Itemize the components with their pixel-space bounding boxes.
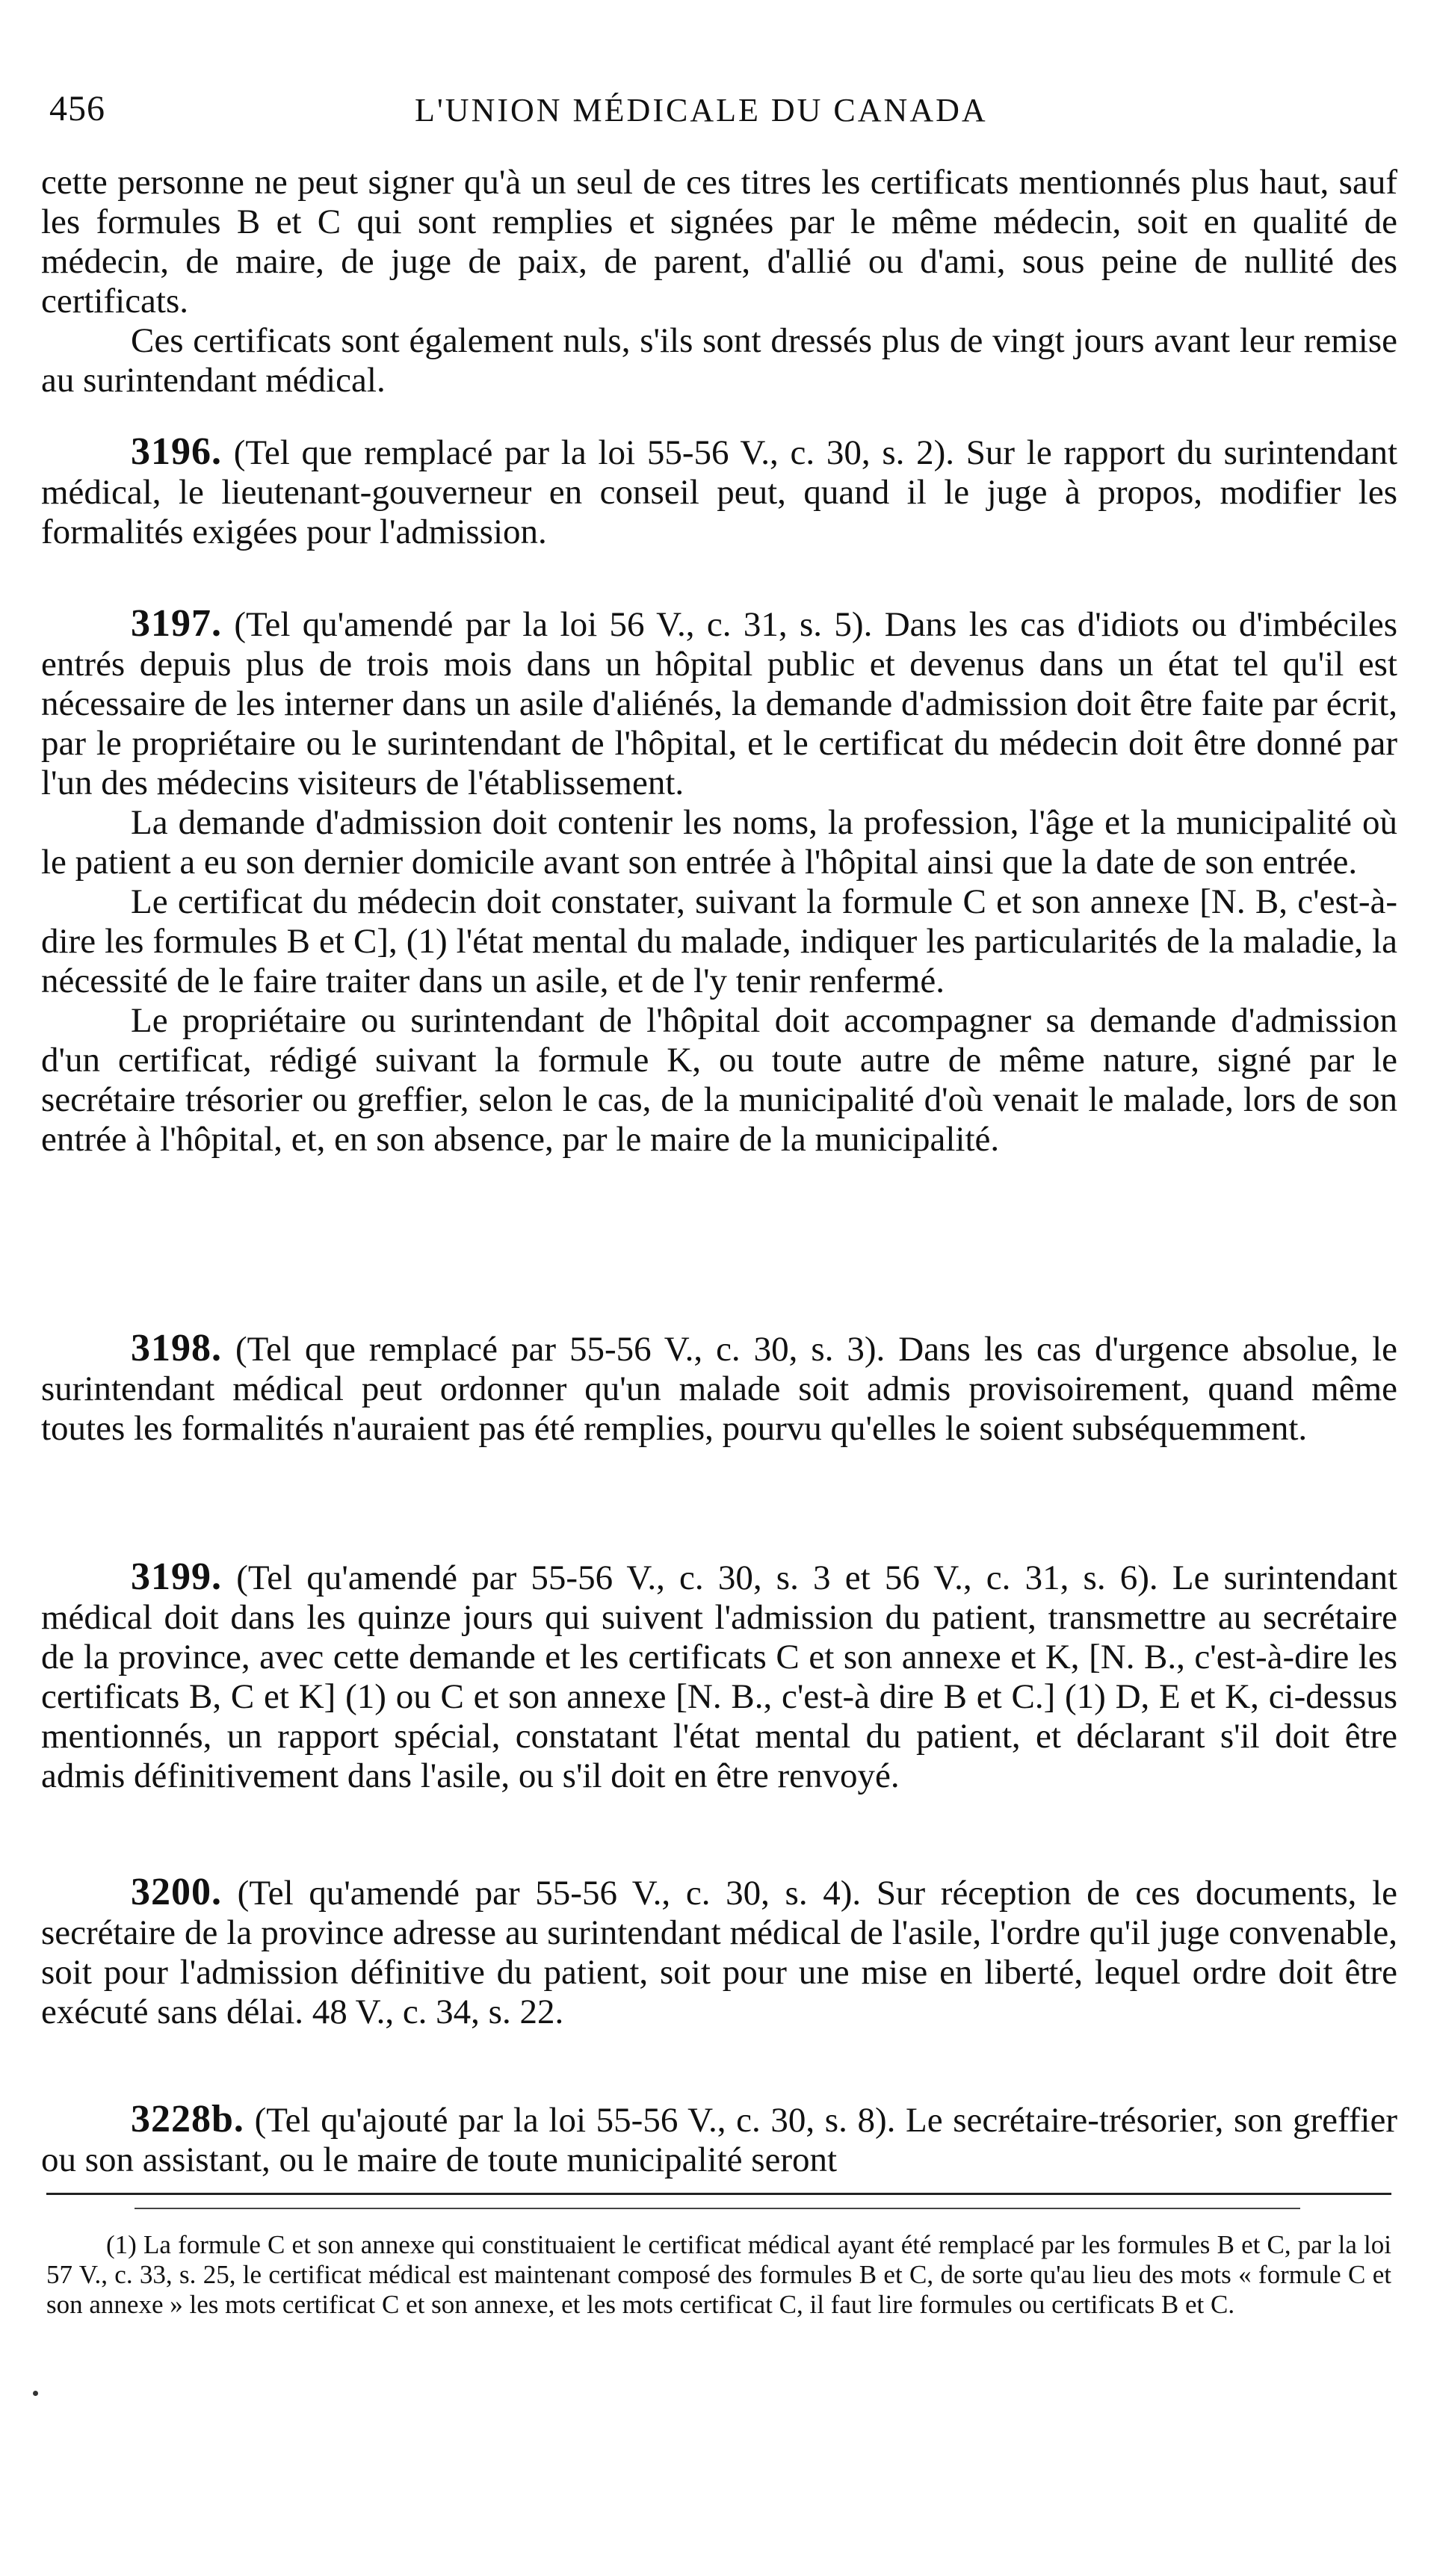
intro-paragraph-1: cette personne ne peut signer qu'à un seul de ces titres les certificats mentionnés plus haut, sauf les formules B et C qui sont remplies et signées par le même médecin, soit en qualité de médecin, de maire, de juge de paix, de parent, d'allié ou d'ami, sous peine de nullité des certificats. bbox=[41, 163, 1397, 321]
footnote-separator-rule bbox=[46, 2193, 1391, 2195]
section-number: 3198. bbox=[131, 1327, 222, 1369]
section-number: 3199. bbox=[131, 1555, 222, 1598]
intro-paragraph-2: Ces certificats sont également nuls, s'ils sont dressés plus de vingt jours avant leur remise au surintendant médical. bbox=[41, 321, 1397, 400]
footnote-separator-rule-thin bbox=[135, 2208, 1300, 2209]
section-3198-paragraph-1 bbox=[41, 1328, 1397, 1449]
section-number: 3228b. bbox=[131, 2098, 244, 2140]
section-text: (Tel que remplacé par 55-56 V., c. 30, s. 3). Dans les cas d'urgence absolue, le surintendant médical peut ordonner qu'un malade soit admis provisoirement, quand même toutes les formalités n'auraient pas été remplies, pourvu qu'elles le soient subséquemment. bbox=[41, 1330, 1398, 1448]
footnote bbox=[46, 2230, 1391, 2320]
section-3196-paragraph-1 bbox=[41, 432, 1397, 552]
section-3199 bbox=[41, 1557, 1397, 1796]
section-number: 3200. bbox=[131, 1871, 222, 1913]
section-number: 3197. bbox=[131, 602, 222, 645]
section-3200-paragraph-1 bbox=[41, 1872, 1397, 2032]
footnote-marker: (1) bbox=[106, 2230, 137, 2259]
section-text: (Tel qu'ajouté par la loi 55-56 V., c. 30, s. 8). Le secrétaire-trésorier, son greffier ou son assistant, ou le maire de toute municipalité seront bbox=[41, 2101, 1398, 2179]
section-text: (Tel que remplacé par la loi 55-56 V., c. 30, s. 2). Sur le rapport du surintendant médical, le lieutenant-gouverneur en conseil peut, quand il le juge à propos, modifier les formalités exigées pour l'admission. bbox=[41, 433, 1398, 551]
print-speck bbox=[33, 2391, 38, 2396]
section-text: (Tel qu'amendé par 55-56 V., c. 30, s. 3 et 56 V., c. 31, s. 6). Le surintendant médical doit dans les quinze jours qui suivent l'admission du patient, transmettre au secrétaire de la province, avec cette demande et les certificats C et son annexe et K, [N. B., c'est-à-dire les certificats B, C et K] (1) ou C et son annexe [N. B., c'est-à dire B et C.] (1) D, E et K, ci-dessus mentionnés, un rapport spécial, constatant l'état mental du patient, et déclarant s'il doit être admis définitivement dans l'asile, ou s'il doit en être renvoyé. bbox=[41, 1558, 1397, 1795]
section-3197-paragraph-3: Le certificat du médecin doit constater, suivant la formule C et son annexe [N. B, c'est-à-dire les formules B et C], (1) l'état mental du malade, indiquer les particularités de la maladie, la nécessité de le faire traiter dans un asile, et de l'y tenir renfermé. bbox=[41, 882, 1397, 1000]
intro-block bbox=[41, 163, 1397, 400]
section-3197-paragraph-1 bbox=[41, 604, 1397, 803]
section-3197-paragraph-2: La demande d'admission doit contenir les noms, la profession, l'âge et la municipalité où le patient a eu son dernier domicile avant son entrée à l'hôpital ainsi que la date de son entrée. bbox=[41, 803, 1397, 882]
footnote-text: La formule C et son annexe qui constituaient le certificat médical ayant été remplacé par les formules B et C, par la loi 57 V., c. 33, s. 25, le certificat médical est maintenant composé des formules B et C, de sorte qu'au lieu des mots « formule C et son annexe » les mots certificat C et son annexe, et les mots certificat C, il faut lire formules ou certificats B et C. bbox=[46, 2230, 1391, 2319]
section-3228b bbox=[41, 2099, 1397, 2180]
section-3197 bbox=[41, 604, 1397, 1159]
section-number: 3196. bbox=[131, 430, 222, 473]
section-3198 bbox=[41, 1328, 1397, 1449]
section-text: (Tel qu'amendé par 55-56 V., c. 30, s. 4). Sur réception de ces documents, le secrétaire de la province adresse au surintendant médical de l'asile, l'ordre qu'il juge convenable, soit pour l'admission définitive du patient, soit pour une mise en liberté, lequel ordre doit être exécuté sans délai. 48 V., c. 34, s. 22. bbox=[41, 1874, 1397, 2031]
section-3228b-paragraph-1 bbox=[41, 2099, 1397, 2180]
section-3197-paragraph-4: Le propriétaire ou surintendant de l'hôpital doit accompagner sa demande d'admission d'un certificat, rédigé suivant la formule K, ou toute autre de même nature, signé par le secrétaire trésorier ou greffier, selon le cas, de la municipalité d'où venait le malade, lors de son entrée à l'hôpital, et, en son absence, par le maire de la municipalité. bbox=[41, 1001, 1397, 1159]
section-3199-paragraph-1 bbox=[41, 1557, 1397, 1796]
section-text: (Tel qu'amendé par la loi 56 V., c. 31, s. 5). Dans les cas d'idiots ou d'imbéciles entrés depuis plus de trois mois dans un hôpital public et devenus dans un état tel qu'il est nécessaire de les interner dans un asile d'aliénés, la demande d'admission doit être faite par écrit, par le propriétaire ou le surintendant de l'hôpital, et le certificat du médecin doit être donné par l'un des médecins visiteurs de l'établissement. bbox=[41, 605, 1397, 802]
page-number: 456 bbox=[49, 89, 105, 129]
section-3196 bbox=[41, 432, 1397, 552]
running-title: L'UNION MÉDICALE DU CANADA bbox=[415, 92, 988, 129]
page-header bbox=[0, 88, 1431, 133]
section-3200 bbox=[41, 1872, 1397, 2032]
